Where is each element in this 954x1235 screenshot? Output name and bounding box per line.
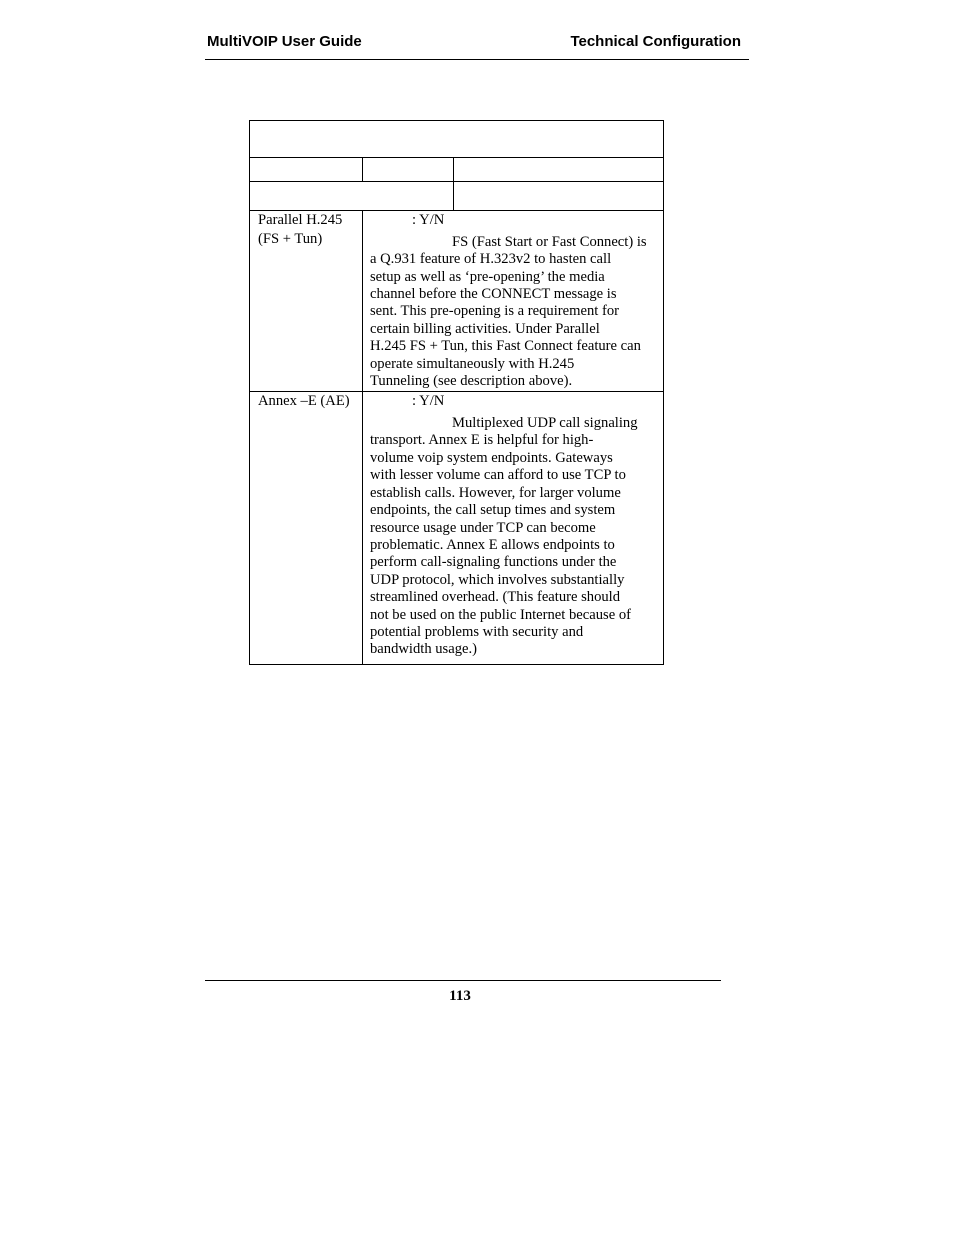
row-description-line: operate simultaneously with H.245 [370, 356, 575, 372]
table-border-left [249, 120, 250, 665]
row-description-line: Multiplexed UDP call signaling [452, 415, 638, 431]
row-description-line: sent. This pre-opening is a requirement for [370, 303, 619, 319]
table-rule-4 [249, 391, 664, 392]
row-description-line: a Q.931 feature of H.323v2 to hasten call [370, 251, 612, 267]
row-description-line: certain billing activities. Under Parallel [370, 321, 600, 337]
table-rule-3 [249, 210, 664, 211]
row-description-line: FS (Fast Start or Fast Connect) is [452, 234, 647, 250]
footer-rule [205, 980, 721, 981]
field-definitions-table [249, 120, 664, 665]
row-label-line: (FS + Tun) [258, 231, 323, 247]
row-description-line: setup as well as ‘pre-opening’ the media [370, 269, 605, 285]
table-rule-1 [249, 157, 664, 158]
row-values: : Y/N [412, 212, 445, 228]
table-border-top [249, 120, 664, 121]
table-rule-2 [249, 181, 664, 182]
row-description-line: volume voip system endpoints. Gateways [370, 450, 613, 466]
row-description-line: establish calls. However, for larger volume [370, 485, 621, 501]
row-description-line: perform call-signaling functions under the [370, 554, 617, 570]
row-description-line: channel before the CONNECT message is [370, 286, 617, 302]
row-description-line: resource usage under TCP can become [370, 520, 596, 536]
row-label-line: Annex –E (AE) [258, 393, 350, 409]
row-label-line: Parallel H.245 [258, 212, 343, 228]
row-description-line: streamlined overhead. (This feature should [370, 589, 621, 605]
row-description-line: with lesser volume can afford to use TCP to [370, 467, 626, 483]
row-values: : Y/N [412, 393, 445, 409]
table-col-divider-1 [362, 157, 363, 181]
row-description-line: potential problems with security and [370, 624, 584, 640]
row-description-line: problematic. Annex E allows endpoints to [370, 537, 615, 553]
header-rule [205, 59, 749, 60]
row-description-line: UDP protocol, which involves substantially [370, 572, 625, 588]
row-description-line: bandwidth usage.) [370, 641, 477, 657]
table-border-bottom [249, 664, 664, 665]
table-border-right [663, 120, 664, 665]
header-section: Technical Configuration [570, 33, 741, 50]
table-col-divider-main [362, 210, 363, 665]
row-description-line: endpoints, the call setup times and system [370, 502, 616, 518]
row-description-line: H.245 FS + Tun, this Fast Connect feature can [370, 338, 641, 354]
row-description-line: Tunneling (see description above). [370, 373, 573, 389]
page-number: 113 [449, 988, 471, 1004]
header-title: MultiVOIP User Guide [207, 33, 362, 50]
row-description-line: transport. Annex E is helpful for high- [370, 432, 594, 448]
row-description-line: not be used on the public Internet because of [370, 607, 631, 623]
table-col-divider-2 [453, 157, 454, 211]
